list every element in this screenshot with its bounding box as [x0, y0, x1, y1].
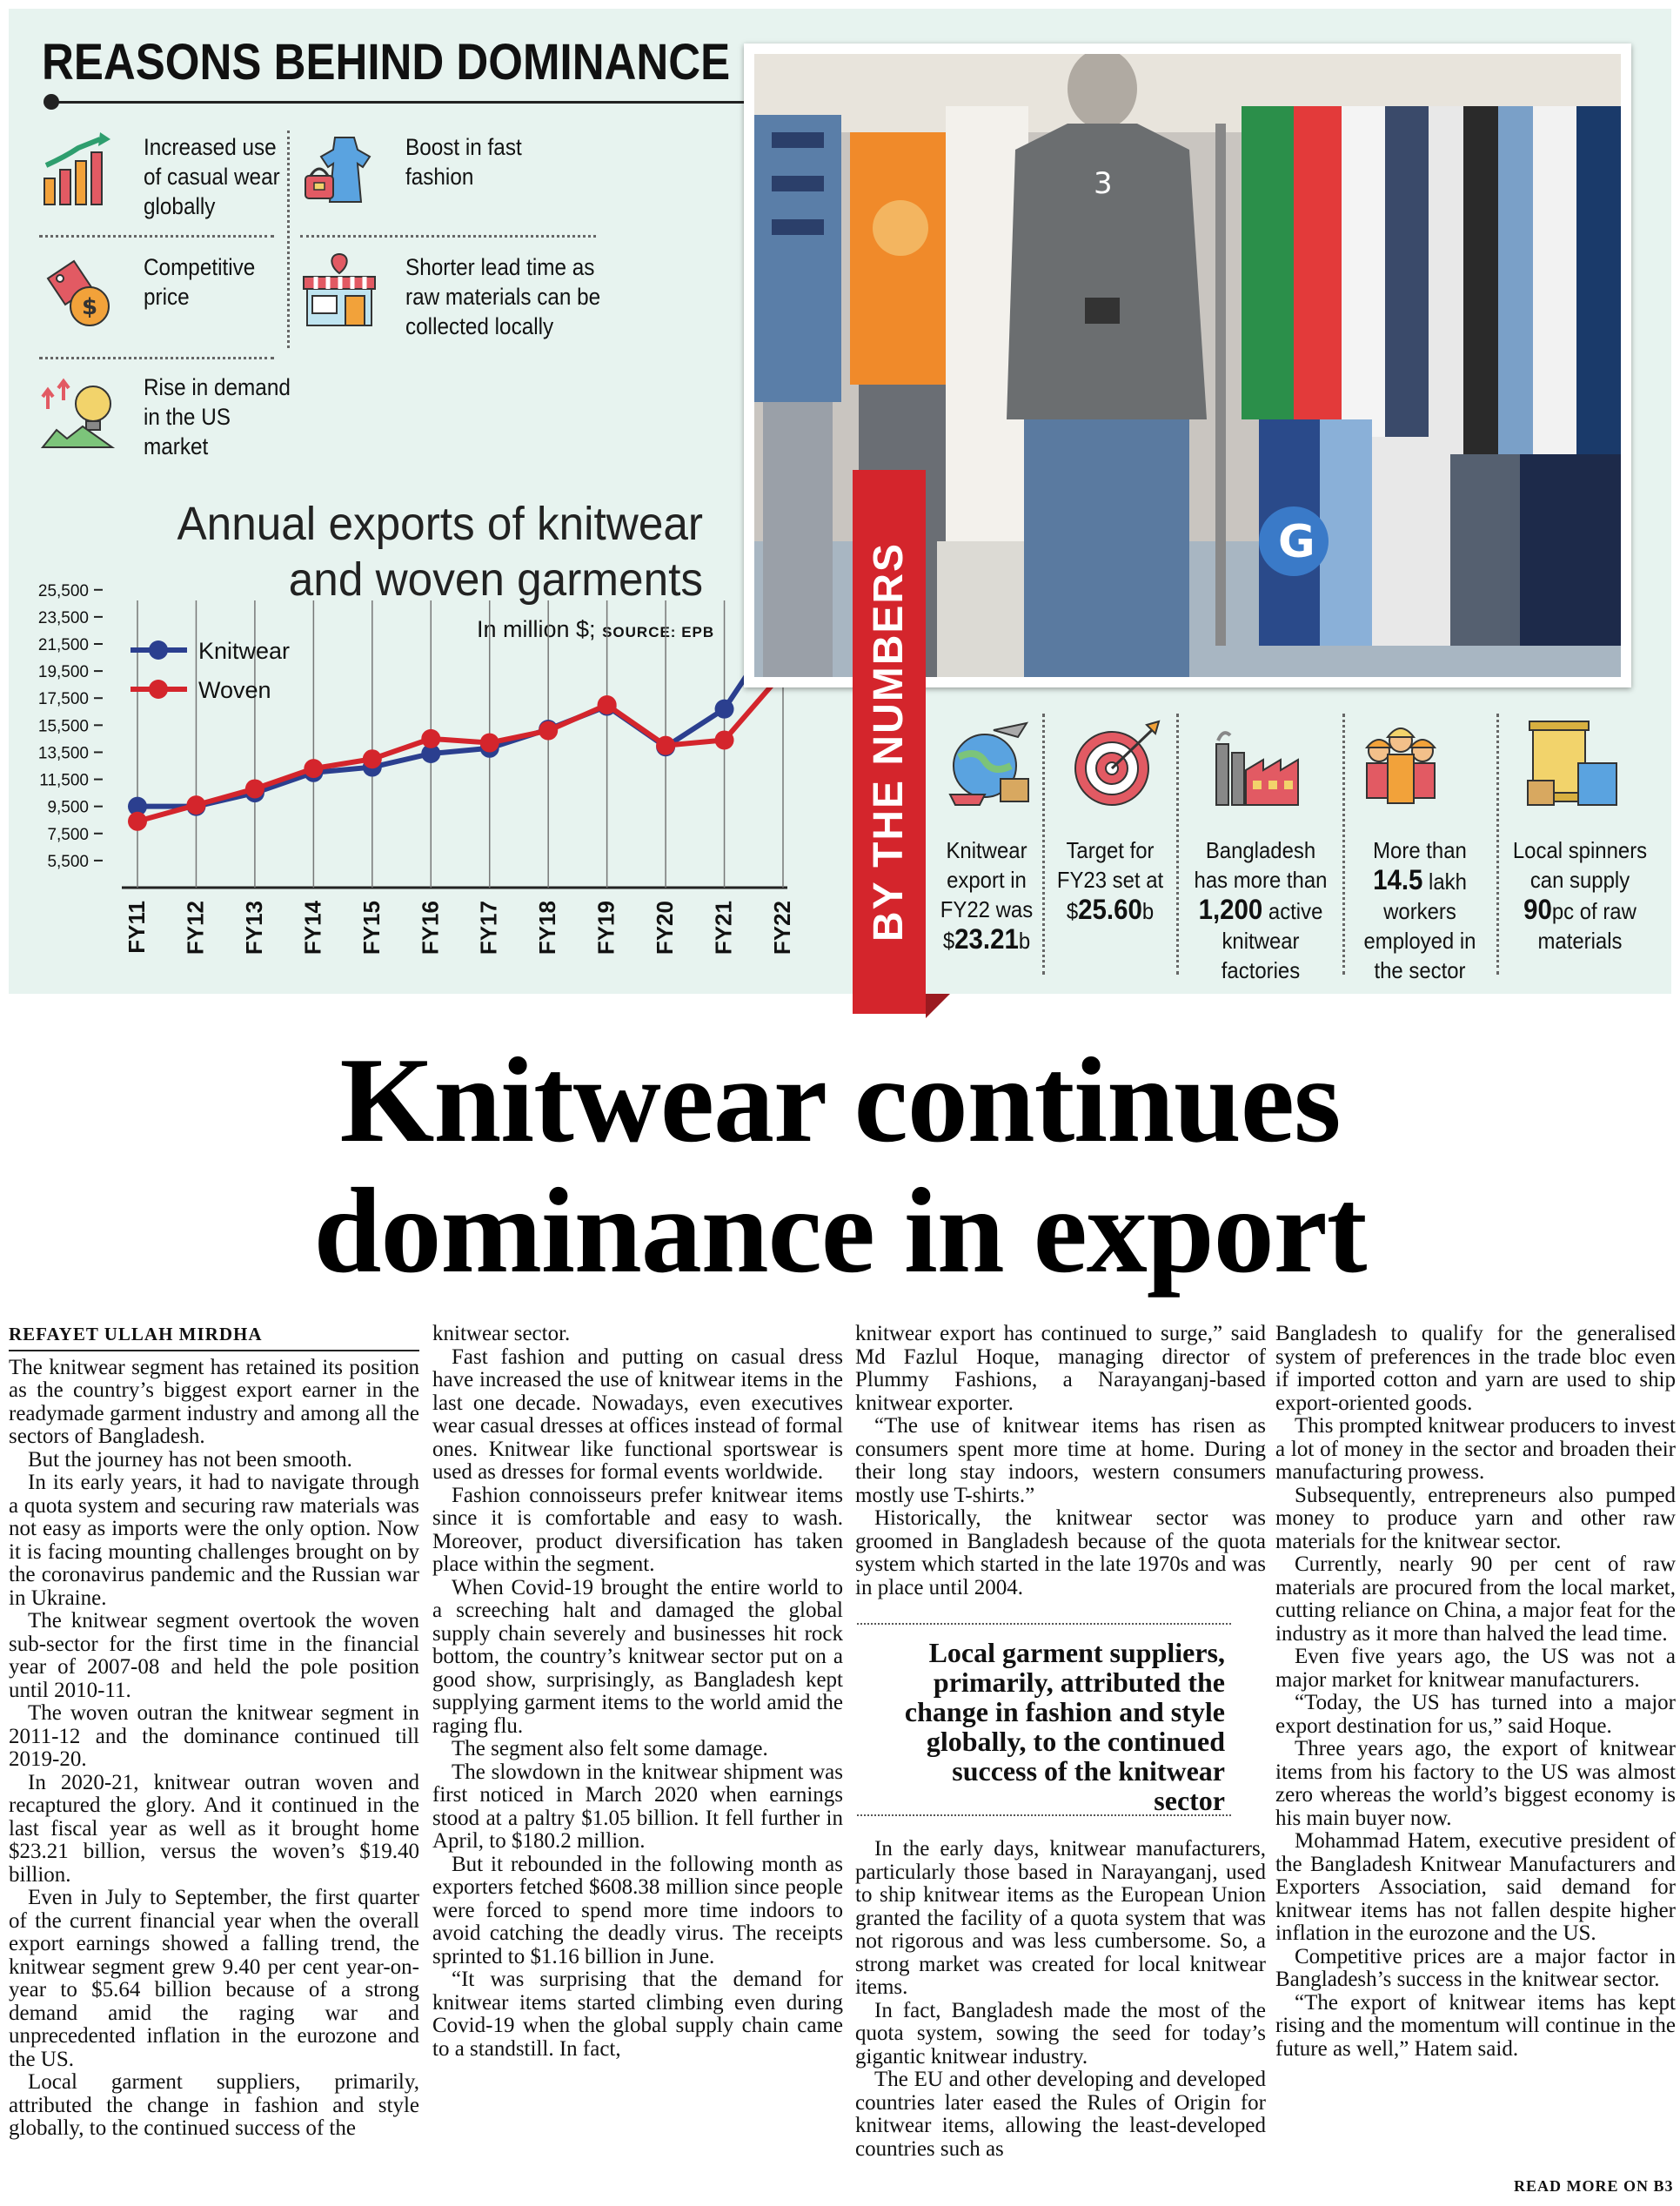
x-tick-label: FY21 — [710, 901, 737, 955]
x-tick-label: FY11 — [124, 901, 150, 954]
paragraph: When Covid-19 brought the entire world to a screeching halt and damaged the global supply chain severely and businesses hit rock bottom, the country’s knitwear sector put on a good show, surprisingly, as Bangladesh kept supplying garment items to the world amid the raging flu. — [432, 1575, 843, 1738]
pullquote-rule-bottom — [857, 1814, 1231, 1816]
lightbulb-growth-icon — [39, 374, 117, 453]
byline-rule — [9, 1350, 419, 1351]
x-tick-label: FY12 — [182, 901, 209, 955]
by-the-numbers-label: BY THE NUMBERS — [866, 541, 912, 942]
legend-marker-woven — [149, 680, 168, 699]
ribbon-fold — [926, 994, 950, 1018]
y-tick-label: 13,500 — [37, 744, 89, 763]
byline: REFAYET ULLAH MIRDHA — [9, 1324, 263, 1344]
y-tick-label: 15,500 — [37, 717, 89, 736]
stat-workers-employed: More than 14.5 lakh workers employed in the sector — [1363, 837, 1476, 983]
data-point-woven — [186, 795, 205, 815]
stat-divider — [1496, 714, 1499, 975]
reasons-title: REASONS BEHIND DOMINANCE — [42, 34, 731, 91]
paragraph: This prompted knitwear producers to invest a lot of money in the sector and broaden their manufacturing prowess. — [1275, 1414, 1676, 1484]
data-point-woven — [715, 730, 734, 749]
storefront-icon — [300, 252, 378, 331]
paragraph: The slowdown in the knitwear shipment was first noticed in March 2020 when earnings stood at a paltry $1.05 billion. It fell further in April, to $180.2 million. — [432, 1760, 843, 1853]
factory-icon — [1211, 718, 1307, 814]
y-tick-label: 7,500 — [47, 825, 89, 844]
reasons-divider — [39, 357, 274, 359]
reasons-vertical-divider — [287, 131, 290, 348]
article-column-1 — [9, 1323, 419, 2141]
stat-divider — [1176, 714, 1179, 975]
dress-and-bag-icon — [300, 131, 378, 209]
data-point-woven — [128, 812, 147, 831]
stat-local-spinners: Local spinners can supply 90pc of raw materials — [1512, 837, 1648, 954]
paragraph: Competitive prices are a major factor in Bangladesh’s success in the knitwear sector. — [1275, 1944, 1676, 1991]
paragraph: Local garment suppliers, primarily, attributed the change in fashion and style globally, to the continued success of the — [9, 2070, 419, 2140]
price-tag-icon — [39, 252, 117, 331]
article-column-2 — [432, 1323, 843, 2061]
workers-icon — [1353, 718, 1449, 814]
line-chart — [0, 566, 835, 983]
paragraph: Currently, nearly 90 per cent of raw materials are procured from the local market, cutting reliance on China, a major feat for the industry as it more than halved the lead time. — [1275, 1552, 1676, 1646]
paragraph: The woven outran the knitwear segment in 2011-12 and the dominance continued till 2019-20. — [9, 1701, 419, 1771]
paragraph: “It was surprising that the demand for knitwear items started climbing even during Covid-19 when the global supply chain came to a standstill. In fact, — [432, 1968, 843, 2061]
y-tick-label: 21,500 — [37, 636, 89, 654]
read-more-link[interactable]: READ MORE ON B3 — [1514, 2177, 1674, 2195]
paragraph: Mohammad Hatem, executive president of the Bangladesh Knitwear Manufacturers and Exporters Association, said demand for knitwear items has not fallen despite higher inflation in the eurozone and the US. — [1275, 1829, 1676, 1945]
paragraph: Even in July to September, the first quarter of the current financial year when the overall export earnings showed a falling trend, the knitwear segment grew 9.40 per cent year-on-year to $5.64 billion because of a strong demand amid the raging war and unprecedented inflation in the eurozone and the US. — [9, 1886, 419, 2071]
paragraph: knitwear export has continued to surge,” said Md Fazlul Hoque, managing director of Plummy Fashions, a Narayanganj-based knitwear exporter. — [855, 1322, 1266, 1415]
legend-marker-knitwear — [149, 640, 168, 660]
paragraph: Fashion connoisseurs prefer knitwear items since it is comfortable and easy to wash. Moreover, product diversification has taken place within the segment. — [432, 1483, 843, 1576]
reason-fast-fashion: Boost in fast fashion — [405, 134, 522, 190]
data-point-woven — [480, 734, 499, 753]
paragraph: The EU and other developing and developed countries later eased the Rules of Origin for knitwear items, allowing the least-developed countries such as — [855, 2068, 1266, 2161]
data-point-knitwear — [715, 700, 734, 719]
paragraph: But it rebounded in the following month as exporters fetched $608.38 million since people were forced to spend more time indoors to avoid catching the deadly virus. The receipts sprinted to $1.16 billion in June. — [432, 1852, 843, 1968]
paragraph: The knitwear segment overtook the woven sub-sector for the first time in the financial year of 2007-08 and held the pole position until 2010-11. — [9, 1609, 419, 1702]
chart-title: Annual exports of knitwear and woven garments — [177, 498, 703, 606]
legend-label: Knitwear — [198, 638, 291, 664]
paragraph: Fast fashion and putting on casual dress have increased the use of knitwear items in the last one decade. Nowadays, even executives wear casual dresses at offices instead of formal ones. Knitwear like functional sportswear is used as dresses for formal events worldwide. — [432, 1344, 843, 1484]
x-tick-label: FY19 — [592, 901, 619, 955]
data-point-woven — [539, 721, 558, 741]
y-tick-label: 25,500 — [37, 581, 89, 600]
reason-competitive-price: Competitive price — [144, 254, 256, 310]
stat-active-factories: Bangladesh has more than 1,200 active knitwear factories — [1194, 837, 1328, 983]
svg-text:3: 3 — [1094, 166, 1113, 201]
paragraph: Subsequently, entrepreneurs also pumped money to produce yarn and other raw materials for the knitwear sector. — [1275, 1483, 1676, 1553]
paragraph: In its early years, it had to navigate through a quota system and securing raw materials was not easy as imports were the only option. Now it is facing mounting challenges brought on by the coronavirus pandemic and the Russian war in Ukraine. — [9, 1471, 419, 1610]
target-icon — [1068, 718, 1164, 814]
stat-knitwear-export-fy22: Knitwear export in FY22 was $23.21b — [940, 837, 1034, 955]
data-point-woven — [245, 779, 264, 798]
paragraph: But the journey has not been smooth. — [28, 1447, 352, 1472]
x-tick-label: FY17 — [475, 901, 502, 955]
rising-bar-chart-icon — [39, 131, 117, 209]
reasons-divider — [39, 235, 274, 238]
reasons-divider — [300, 235, 596, 238]
title-rule — [50, 101, 746, 104]
y-tick-label: 19,500 — [37, 663, 89, 682]
svg-text:$: $ — [81, 294, 98, 320]
article-column-3-bottom — [855, 1838, 1266, 2161]
by-the-numbers-ribbon — [853, 470, 926, 1014]
pullquote: Local garment suppliers, primarily, attributed the change in fashion and style globally, to the continued success of the knitwear sector — [904, 1637, 1225, 1816]
x-tick-label: FY15 — [358, 901, 385, 955]
paragraph: The knitwear segment has retained its position as the country’s biggest export earner in the readymade garment industry and among all the sectors of Bangladesh. — [9, 1355, 419, 1448]
paragraph: Historically, the knitwear sector was groomed in Bangladesh because of the quota system which started in the late 1970s and was in place until 2004. — [855, 1506, 1266, 1599]
x-tick-label: FY20 — [652, 901, 679, 955]
data-point-woven — [421, 729, 440, 748]
pullquote-rule-top — [857, 1623, 1231, 1625]
paragraph: In 2020-21, knitwear outran woven and recaptured the glory. And it continued in the last fiscal year as well as it brought home $23.21 billion, versus the woven’s $19.40 billion. — [9, 1770, 419, 1887]
paragraph: “Today, the US has turned into a major export destination for us,” said Hoque. — [1275, 1691, 1676, 1738]
data-point-woven — [598, 695, 617, 714]
y-tick-label: 23,500 — [37, 608, 89, 627]
spinning-materials-icon — [1524, 718, 1620, 814]
y-tick-label: 5,500 — [47, 852, 89, 871]
y-tick-label: 9,500 — [47, 798, 89, 817]
x-tick-label: FY13 — [240, 901, 267, 955]
x-tick-label: FY22 — [769, 901, 795, 955]
data-point-woven — [304, 759, 323, 778]
svg-text:G: G — [1278, 516, 1315, 568]
y-tick-label: 11,500 — [39, 771, 89, 790]
x-tick-label: FY18 — [534, 901, 561, 955]
paragraph: “The export of knitwear items has kept rising and the momentum will continue in the future as well,” Hatem said. — [1275, 1990, 1676, 2061]
paragraph: In fact, Bangladesh made the most of the quota system, sowing the seed for today’s gigantic knitwear industry. — [855, 1998, 1266, 2069]
reason-casual-wear: Increased use of casual wear globally — [144, 134, 280, 219]
legend-label: Woven — [198, 677, 271, 703]
paragraph: In the early days, knitwear manufacturers, particularly those based in Narayanganj, used to ship knitwear items as the European Union granted the facility of a quota system that was not rigorous and was less cumbersome. So, a strong market was created for local knitwear items. — [855, 1837, 1266, 1999]
stat-divider — [1342, 714, 1345, 975]
article-column-4 — [1275, 1323, 1676, 2061]
stat-target-fy23: Target for FY23 set at $25.60b — [1056, 837, 1164, 925]
y-tick-label: 17,500 — [37, 690, 89, 709]
x-tick-label: FY16 — [417, 901, 444, 955]
reason-shorter-lead-time: Shorter lead time as raw materials can be collected locally — [405, 254, 601, 339]
reason-us-demand: Rise in demand in the US market — [144, 374, 291, 459]
chart-source: SOURCE: EPB — [602, 624, 715, 640]
paragraph: Three years ago, the export of knitwear items from his factory to the US was almost zero whereas the world’s biggest economy is his main buyer now. — [1275, 1737, 1676, 1830]
stat-divider — [1042, 714, 1045, 975]
data-point-woven — [363, 749, 382, 768]
x-tick-label: FY14 — [299, 901, 326, 955]
article-column-3-top — [855, 1323, 1266, 1599]
paragraph: knitwear sector. — [432, 1322, 571, 1345]
headline: Knitwear continues dominance in export — [313, 1033, 1367, 1298]
data-point-woven — [656, 736, 675, 755]
paragraph: Bangladesh to qualify for the generalised system of preferences in the trade bloc even if imported cotton and yarn are used to ship export-oriented goods. — [1275, 1322, 1676, 1415]
paragraph: The segment also felt some damage. — [452, 1737, 768, 1760]
chart-unit: In million $; SOURCE: EPB — [477, 616, 715, 642]
paragraph: “The use of knitwear items has risen as consumers spent more time at home. During their long stay indoors, western consumers mostly use T-shirts.” — [855, 1414, 1266, 1507]
globe-cargo-icon — [941, 718, 1037, 814]
paragraph: Even five years ago, the US was not a major market for knitwear manufacturers. — [1275, 1645, 1676, 1692]
